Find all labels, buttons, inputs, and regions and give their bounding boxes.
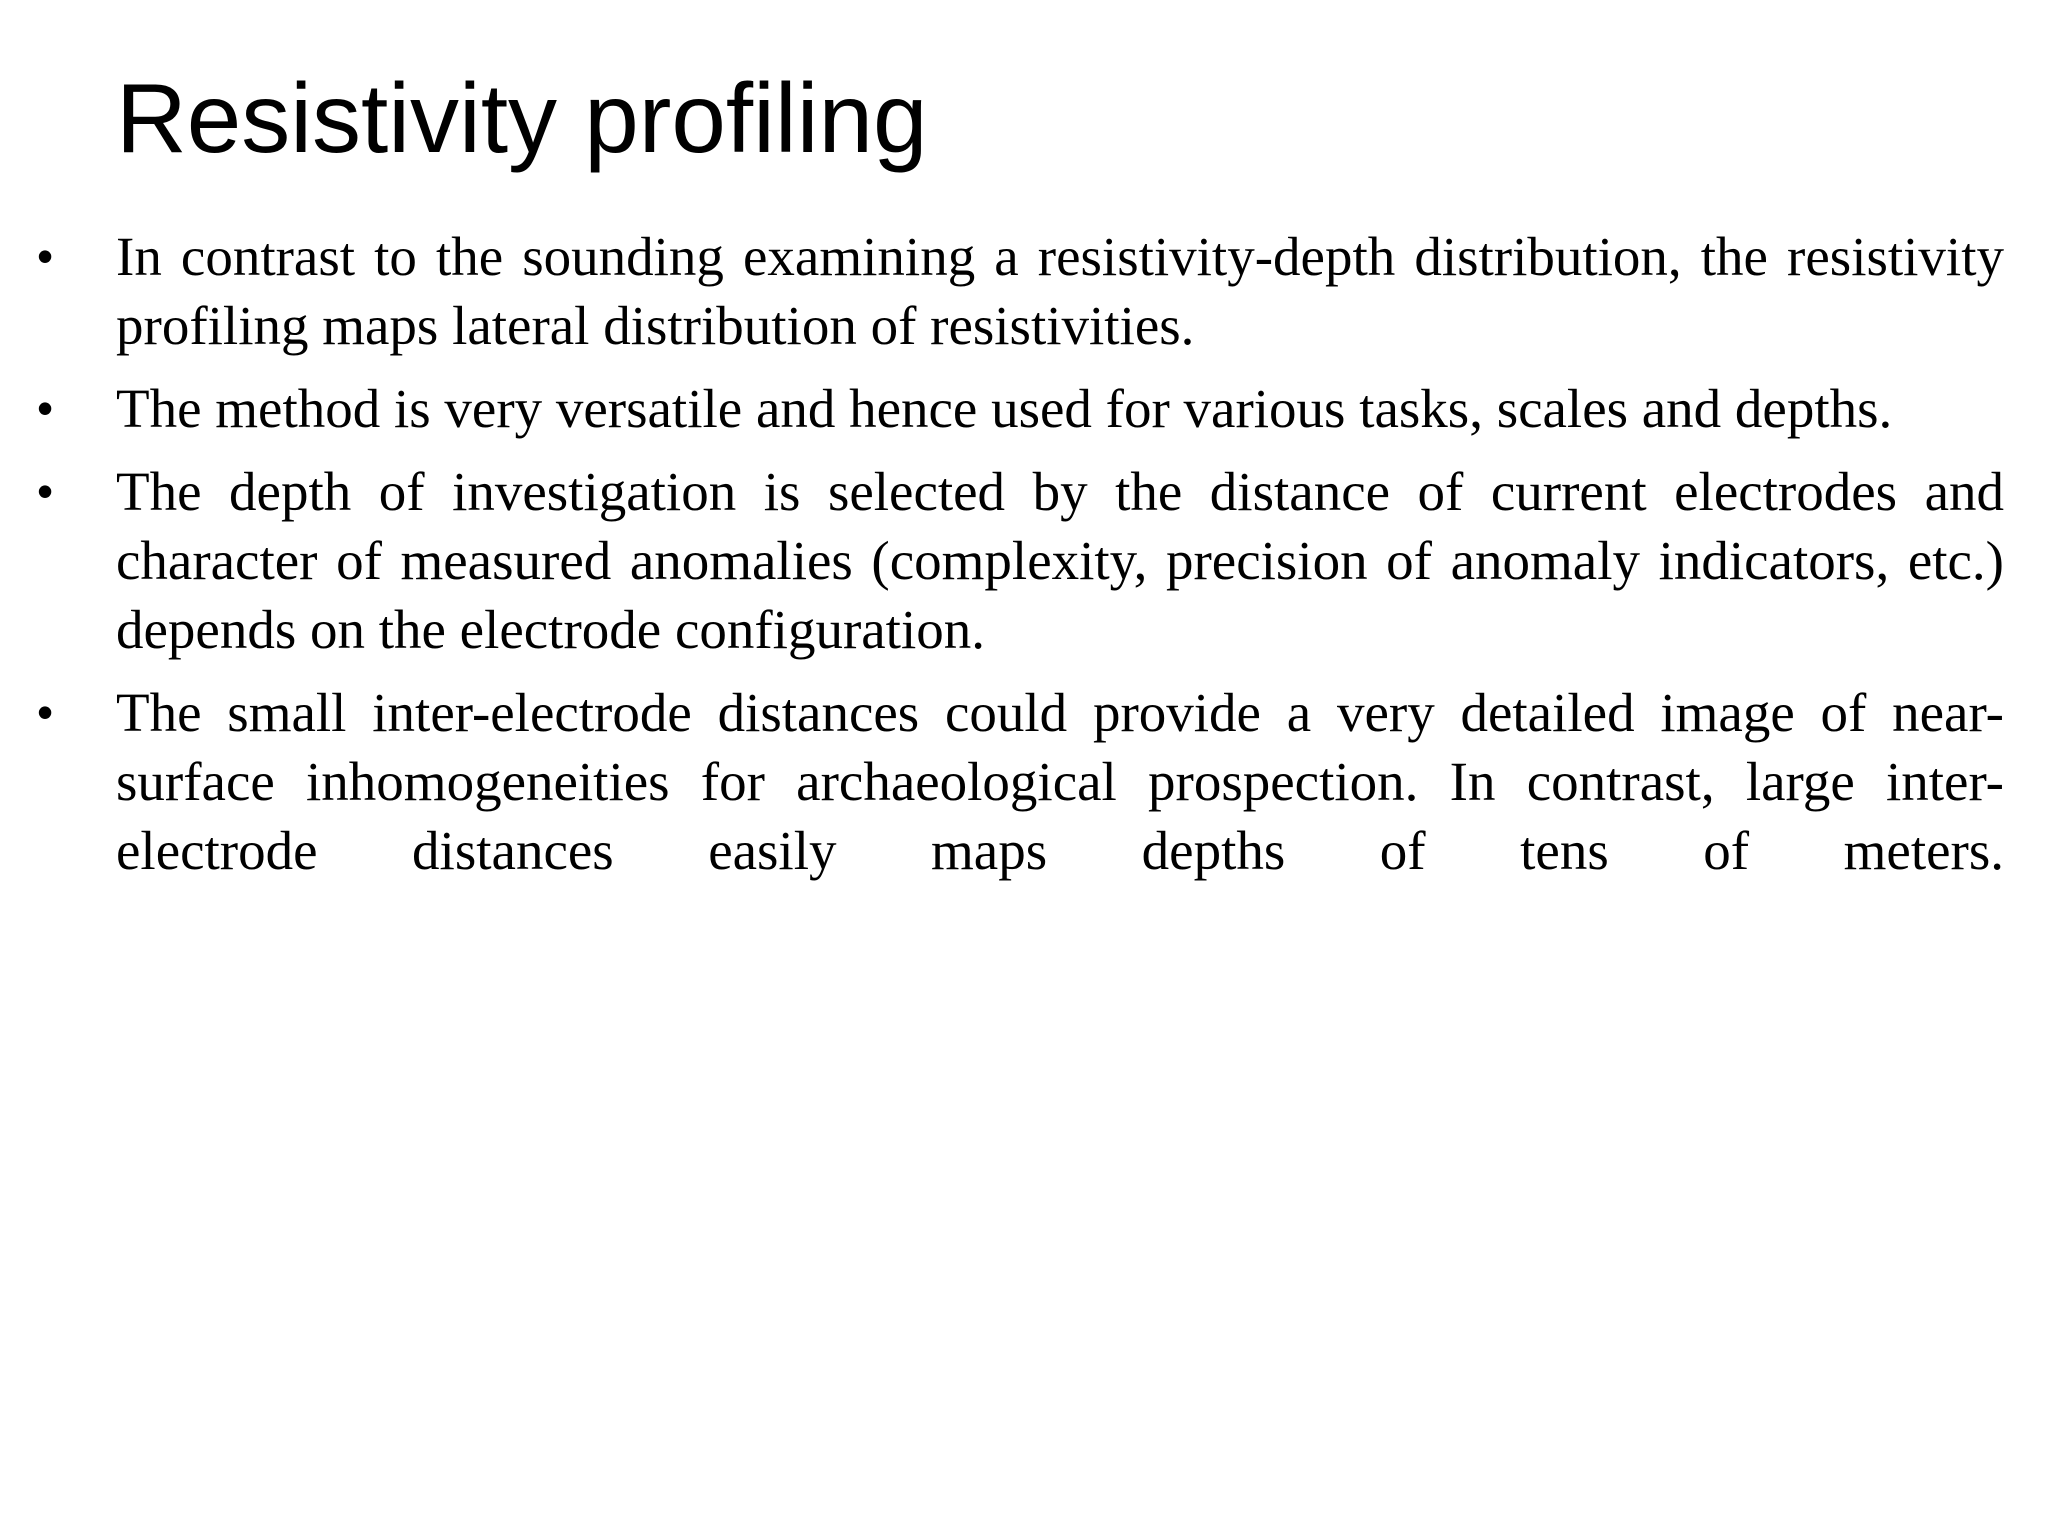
bullet-list (37, 222, 2004, 899)
bullet-item (37, 457, 2004, 664)
slide-title: Resistivity profiling (116, 63, 928, 173)
bullet-text: The depth of investigation is selected by the distance of current electrodes and character of measured anomalies (complexity, precision of anomaly indicators, etc.) depends on the electrode configuration. (116, 461, 2004, 660)
bullet-text: The small inter-electrode distances could provide a very detailed image of near-surface inhomogeneities for archaeological prospection. In contrast, large inter-electrode distances easily maps depths of tens of meters. (116, 682, 2004, 881)
bullet-text: The method is very versatile and hence used for various tasks, scales and depths. (116, 378, 1893, 439)
bullet-marker-icon: • (37, 230, 54, 282)
bullet-item (37, 222, 2004, 360)
bullet-item (37, 678, 2004, 885)
bullet-marker-icon: • (37, 686, 54, 738)
bullet-marker-icon: • (37, 465, 54, 517)
bullet-item (37, 374, 2004, 443)
bullet-marker-icon: • (37, 382, 54, 434)
bullet-text: In contrast to the sounding examining a resistivity-depth distribution, the resistivity profiling maps lateral distribution of resistivities. (116, 226, 2004, 356)
